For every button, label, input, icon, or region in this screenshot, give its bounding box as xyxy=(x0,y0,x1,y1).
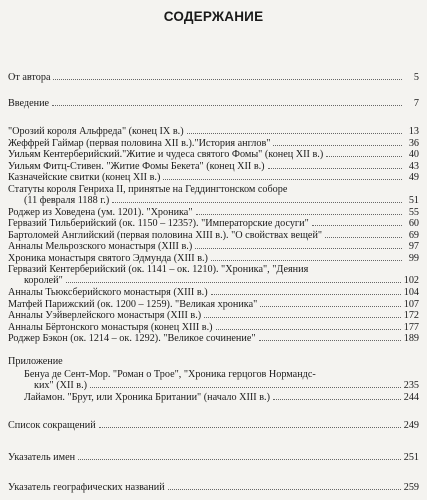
toc-entry-label: Уильям Фитц-Стивен. "Житие Фомы Бекета" (конец XII в.) xyxy=(8,160,265,172)
dot-leader xyxy=(163,179,402,180)
dot-leader xyxy=(195,248,402,249)
toc-entry[interactable] xyxy=(8,287,419,298)
toc-entry[interactable] xyxy=(8,126,419,137)
dot-leader xyxy=(196,214,403,215)
toc-entry-label: Роджер Бэкон (ок. 1214 – ок. 1292). "Великое сочинение" xyxy=(8,333,256,344)
dot-leader xyxy=(112,202,402,203)
toc-page-number: 177 xyxy=(403,321,419,333)
dot-leader xyxy=(211,294,401,295)
toc-entry-label: Хроника монастыря святого Эдмунда (XIII в.) xyxy=(8,252,208,264)
toc-entry-label: Казначейские свитки (конец XII в.) xyxy=(8,172,161,183)
toc-page-number: 49 xyxy=(408,172,419,183)
toc-entry[interactable] xyxy=(8,161,419,172)
dot-leader xyxy=(273,399,401,400)
dot-leader xyxy=(259,340,401,341)
dot-leader xyxy=(204,317,401,318)
toc-entry[interactable] xyxy=(8,184,419,207)
dot-leader xyxy=(211,260,402,261)
toc-page-number: 43 xyxy=(408,160,419,172)
dot-leader xyxy=(326,156,402,157)
toc-entry[interactable] xyxy=(8,322,419,333)
toc-entry-label-cont: королей" xyxy=(24,275,63,287)
toc-entry-label: Бенуа де Сент-Мор. "Роман о Трое", "Хроника герцогов Нормандс- xyxy=(24,368,316,380)
toc-entry-label-cont: ких" (XII в.) xyxy=(34,379,88,391)
toc-entry[interactable] xyxy=(8,149,419,160)
toc-entry-label: Введение xyxy=(8,98,50,109)
toc-page-number: 40 xyxy=(408,149,419,160)
dot-leader xyxy=(268,168,402,169)
toc-page-number: 97 xyxy=(408,241,419,252)
toc-entry-label: Указатель имен xyxy=(8,452,76,463)
page-title: СОДЕРЖАНИЕ xyxy=(163,9,264,24)
toc-page-number: 107 xyxy=(403,298,419,310)
dot-leader xyxy=(312,225,402,226)
toc-page-number: 104 xyxy=(403,287,419,298)
toc-entry-label: Статуты короля Генриха II, принятые на Геддингтонском соборе xyxy=(8,183,288,195)
toc-entry[interactable] xyxy=(8,392,419,403)
toc-entry-label: Анналы Мельрозского монастыря (XIII в.) xyxy=(8,241,193,252)
toc-entry[interactable] xyxy=(8,218,419,229)
toc-page-number: 55 xyxy=(408,206,419,218)
toc-entry-label: Роджер из Ховедена (ум. 1201). "Хроника" xyxy=(8,206,193,218)
toc-entry-label: Анналы Тьюксберийского монастыря (XIII в.) xyxy=(8,287,208,298)
toc-page-number: 13 xyxy=(408,126,419,137)
toc-entry-label: Анналы Уэйверлейского монастыря (XIII в.) xyxy=(8,310,202,321)
dot-leader xyxy=(273,145,402,146)
toc-page-number: 36 xyxy=(408,137,419,149)
dot-leader xyxy=(325,237,402,238)
dot-leader xyxy=(52,105,402,106)
toc-entry[interactable] xyxy=(8,310,419,321)
toc-entry-label: Указатель географических названий xyxy=(8,482,165,493)
toc-entry-abbreviations[interactable] xyxy=(8,420,419,431)
dot-leader xyxy=(99,427,401,428)
toc-entry-label: "Орозий короля Альфреда" (конец IX в.) xyxy=(8,126,184,137)
toc-entry-author[interactable] xyxy=(8,72,419,83)
toc-page-number: 69 xyxy=(408,229,419,241)
toc-entry-label: Жеффрей Гаймар (первая половина XII в.)."История англов" xyxy=(8,137,271,149)
toc-entry[interactable] xyxy=(8,299,419,310)
toc-entry-label: Анналы Бёртонского монастыря (конец XIII в.) xyxy=(8,321,213,333)
toc-entry-geo-index[interactable] xyxy=(8,482,419,493)
toc-entry[interactable] xyxy=(8,333,419,344)
toc-page-number: 172 xyxy=(403,310,419,321)
toc-entry-label: От автора xyxy=(8,72,51,83)
dot-leader xyxy=(53,79,402,80)
toc-entry[interactable] xyxy=(8,241,419,252)
toc-entry[interactable] xyxy=(8,172,419,183)
toc-page-number: 189 xyxy=(403,333,419,344)
toc-entry-label: Лайамон. "Брут, или Хроника Британии" (начало XIII в.) xyxy=(24,391,270,403)
dot-leader xyxy=(66,282,401,283)
toc-page-number: 51 xyxy=(408,194,419,206)
toc-page-number: 99 xyxy=(408,252,419,264)
toc-entry-label-cont: (11 февраля 1188 г.) xyxy=(24,194,110,206)
toc-page-number: 60 xyxy=(408,218,419,229)
toc-entry[interactable] xyxy=(8,138,419,149)
toc-page-number: 235 xyxy=(403,379,419,391)
toc-entry-label: Приложение xyxy=(8,356,63,367)
toc-entry[interactable] xyxy=(8,253,419,264)
toc-page-number: 251 xyxy=(403,452,419,463)
toc-page-number: 249 xyxy=(403,420,419,431)
toc-entry-intro[interactable] xyxy=(8,98,419,109)
toc-entry[interactable] xyxy=(8,207,419,218)
toc-entry-label: Гервазий Кентерберийский (ок. 1141 – ок. 1210). "Хроника", "Деяния xyxy=(8,264,309,275)
dot-leader xyxy=(260,306,400,307)
dot-leader xyxy=(168,489,401,490)
toc-entry-label: Гервазий Тильберийский (ок. 1150 – 1235?). "Императорские досуги" xyxy=(8,218,309,229)
toc-entry[interactable] xyxy=(8,264,419,287)
dot-leader xyxy=(90,387,401,388)
toc-entry[interactable] xyxy=(8,230,419,241)
dot-leader xyxy=(187,133,402,134)
toc-page-number: 7 xyxy=(413,98,419,109)
toc-entry[interactable] xyxy=(8,369,419,392)
toc-entry-name-index[interactable] xyxy=(8,452,419,463)
dot-leader xyxy=(216,329,401,330)
toc-page-number: 5 xyxy=(413,72,419,83)
toc-entry-label: Уильям Кентерберийский."Житие и чудеса святого Фомы" (конец XII в.) xyxy=(8,149,324,160)
toc-page-number: 102 xyxy=(403,275,419,287)
toc-page-number: 244 xyxy=(403,391,419,403)
toc-entry-label: Матфей Парижский (ок. 1200 – 1259). "Великая хроника" xyxy=(8,298,258,310)
dot-leader xyxy=(78,459,401,460)
toc-entry-label: Список сокращений xyxy=(8,420,96,431)
toc-entry-label: Бартоломей Английский (первая половина XIII в.). "О свойствах вещей" xyxy=(8,229,323,241)
toc-appendix-heading[interactable] xyxy=(8,356,419,367)
toc-page-number: 259 xyxy=(403,482,419,493)
